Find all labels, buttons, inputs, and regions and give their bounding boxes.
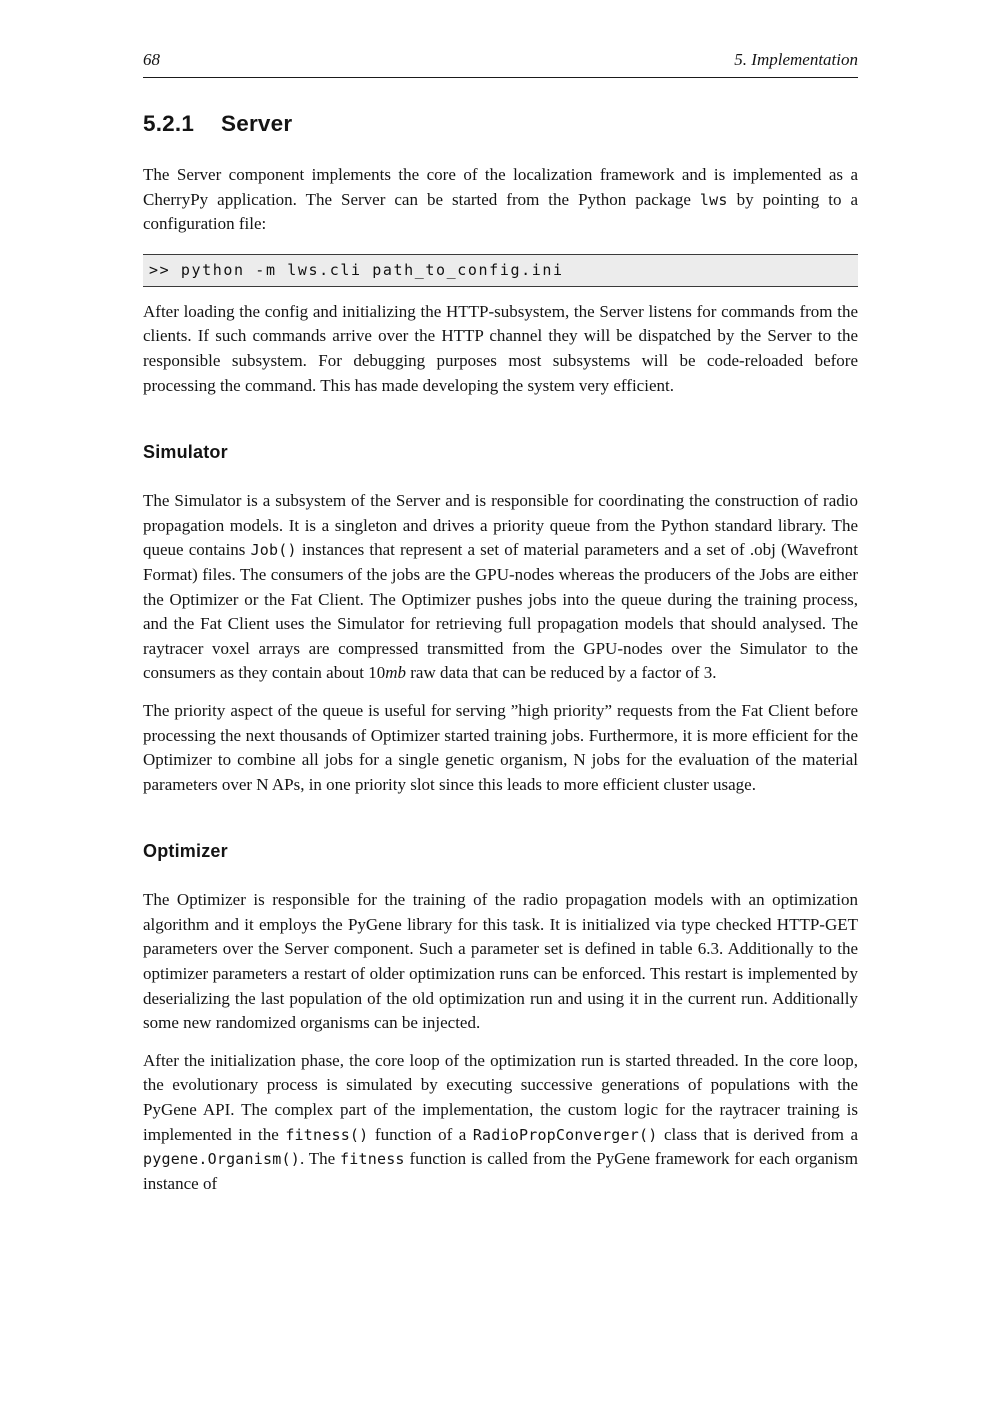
paragraph-server-intro <box>143 163 858 237</box>
inline-code-lws: lws <box>699 190 728 209</box>
paragraph-simulator <box>143 489 858 686</box>
running-header <box>143 50 858 78</box>
page-number: 68 <box>143 50 160 69</box>
inline-code-fitness-call: fitness() <box>285 1125 369 1144</box>
text-run: . The <box>299 1149 341 1169</box>
text-run: instances that represent a set of material parameters and a set of .obj (Wavefront Format) files. The consumers of the jobs are the GPU-nodes whereas the producers of the Jobs are either the Optimizer or the Fat Client. The Optimizer pushes jobs into the queue during the training process, and the Fat Client uses the Simulator for retrieving full propagation models that should analysed. The raytracer voxel arrays are compressed transmitted from the GPU-nodes over the Simulator to the consumers as they contain about 10 <box>143 540 858 683</box>
text-run: function is called from the PyGene framework for each organism instance of <box>143 1149 858 1193</box>
paragraph-priority-queue: The priority aspect of the queue is useful for serving ”high priority” requests from the Fat Client before processing the next thousands of Optimizer started training jobs. Furthermore, it is more efficient for the Optimizer to combine all jobs for a single genetic organism, N jobs for the evaluation of the material parameters over N APs, in one priority slot since this leads to more efficient cluster usage. <box>143 700 858 794</box>
text-run: The Server component implements the core of the localization framework and is implemented as a CherryPy application. The Server can be started from the Python package <box>143 165 858 209</box>
subheading-simulator: Simulator <box>143 442 228 463</box>
text-run: The Simulator is a subsystem of the Server and is responsible for coordinating the construction of radio propagation models. It is a singleton and drives a priority queue from the Python standard library. The queue contains <box>143 491 858 560</box>
inline-code-fitness: fitness <box>340 1150 405 1169</box>
paragraph-optimizer-coreloop <box>143 1049 858 1197</box>
text-run: by pointing to a configuration file: <box>143 189 858 234</box>
subheading-optimizer: Optimizer <box>143 841 228 862</box>
text-run: function of a <box>368 1124 473 1144</box>
paragraph-server-dispatch: After loading the config and initializing the HTTP-subsystem, the Server listens for commands from the clients. If such commands arrive over the HTTP channel they will be dispatched by the Server to the responsible subsystem. For debugging purposes most subsystems will be code-reloaded before processing the command. This has made developing the system very efficient. <box>143 301 858 395</box>
paragraph-optimizer-init: The Optimizer is responsible for the training of the radio propagation models with an optimization algorithm and it employs the PyGene library for this task. It is initialized via type checked HTTP-GET parameters over the Server component. Such a parameter set is defined in table 6.3. Additionally to the optimizer parameters a restart of older optimization runs can be enforced. This restart is implemented by deserializing the last population of the old optimization run and using it in the current run. Additionally some new randomized organisms can be injected. <box>143 890 858 1033</box>
thesis-page <box>143 0 858 1196</box>
section-heading <box>143 111 858 137</box>
inline-code-job: Job() <box>250 541 297 560</box>
chapter-title: 5. Implementation <box>734 50 858 69</box>
section-number: 5.2.1 <box>143 111 195 136</box>
section-title: Server <box>221 111 293 136</box>
text-run: class that is derived from a <box>657 1124 859 1144</box>
code-listing-server-start: >> python -m lws.cli path_to_config.ini <box>143 254 858 287</box>
text-run: After the initialization phase, the core loop of the optimization run is started threaded. In the core loop, the evolutionary process is simulated by executing successive generations of populations with the PyGene API. The complex part of the implementation, the custom logic for the raytracer training is implemented in the <box>143 1050 858 1144</box>
inline-code-radiopropconverger: RadioPropConverger() <box>472 1125 658 1144</box>
inline-code-pygene-organism: pygene.Organism() <box>143 1150 300 1169</box>
text-run: raw data that can be reduced by a factor of 3. <box>405 663 717 683</box>
math-var-mb: mb <box>385 663 406 683</box>
